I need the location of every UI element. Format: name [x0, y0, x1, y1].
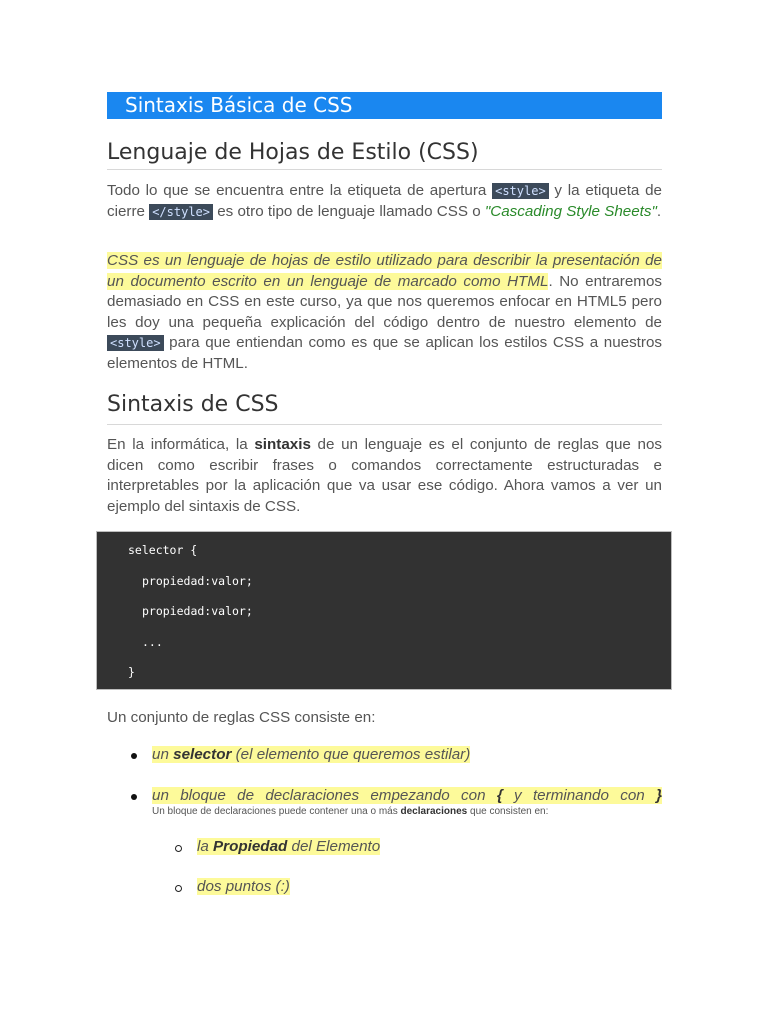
text: y terminando con [502, 787, 657, 804]
heading-rule [107, 424, 662, 425]
text: es otro tipo de lenguaje llamado CSS o [213, 202, 485, 220]
section-heading-syntax: Sintaxis de CSS [107, 392, 279, 417]
bold-brace-close: } [656, 787, 662, 804]
title-banner [107, 92, 662, 119]
text: Un bloque de declaraciones puede contener una o más [152, 806, 401, 817]
paragraph-css-definition [107, 251, 662, 374]
text: En la informática, la [107, 436, 255, 453]
highlight-definition: CSS es un lenguaje de hojas de estilo utilizado para describir la presentación de un documento escrito en un lenguaje de marcado como HTML [107, 252, 662, 290]
text: . [656, 202, 662, 220]
declarations-note [152, 806, 548, 817]
text: y la etiqueta de cierre [107, 182, 663, 220]
section-heading-css: Lenguaje de Hojas de Estilo (CSS) [107, 140, 479, 165]
list-item-selector [152, 746, 470, 763]
sub-bullet-circle [175, 845, 182, 852]
bullet-dot [131, 794, 137, 800]
bold-declaraciones: declaraciones [400, 806, 468, 817]
code-style-open: <style> [492, 183, 549, 199]
text: Todo lo que se encuentra entre la etiqueta de apertura [107, 182, 493, 199]
code-line: selector { [128, 543, 198, 557]
sub-list-item-dos-puntos [197, 878, 290, 895]
code-line: propiedad:valor; [142, 604, 253, 618]
bold-brace-open: { [496, 787, 503, 804]
paragraph-syntax [107, 435, 662, 517]
text: un [152, 746, 174, 763]
text: (el elemento que queremos estilar) [231, 746, 471, 763]
code-style: <style> [107, 335, 164, 351]
text: . No entraremos demasiado en CSS en este curso, ya que nos queremos enfocar en HTML5 pero les doy una pequeña explicación del código dentro de nuestro elemento de [107, 272, 662, 331]
code-line: } [128, 665, 135, 679]
code-line: ... [142, 635, 163, 649]
highlight [197, 838, 380, 855]
quote-css: "Cascading Style Sheets" [484, 202, 657, 220]
code-style-close: </style> [149, 204, 213, 220]
banner-title: Sintaxis Básica de CSS [125, 93, 353, 117]
bold-propiedad: Propiedad [213, 838, 288, 855]
heading-rule [107, 169, 662, 170]
highlight: dos puntos (:) [197, 878, 290, 895]
highlight [152, 787, 662, 804]
bullet-dot [131, 753, 137, 759]
bold-selector: selector [173, 746, 232, 763]
text: que consisten en: [467, 806, 549, 817]
paragraph-ruleset: Un conjunto de reglas CSS consiste en: [107, 709, 376, 726]
highlight [152, 746, 470, 763]
code-line: propiedad:valor; [142, 574, 253, 588]
sub-bullet-circle [175, 885, 182, 892]
text: para que entiendan como es que se aplican los estilos CSS a nuestros elementos de HTML. [107, 334, 662, 372]
text: de un lenguaje es el conjunto de reglas que nos dicen como escribir frases o comandos correctamente estructuradas e interpretables por la aplicación que va usar ese código. Ahora vamos a ver un ejemplo del sintaxis de CSS. [107, 436, 662, 515]
text: del Elemento [287, 838, 381, 855]
paragraph-intro [107, 181, 662, 222]
list-item-declarations [152, 787, 662, 804]
bold-sintaxis: sintaxis [254, 436, 311, 453]
code-block [96, 531, 672, 690]
sub-list-item-propiedad [197, 838, 380, 855]
text: un bloque de declaraciones empezando con [152, 787, 497, 804]
text: la [197, 838, 214, 855]
